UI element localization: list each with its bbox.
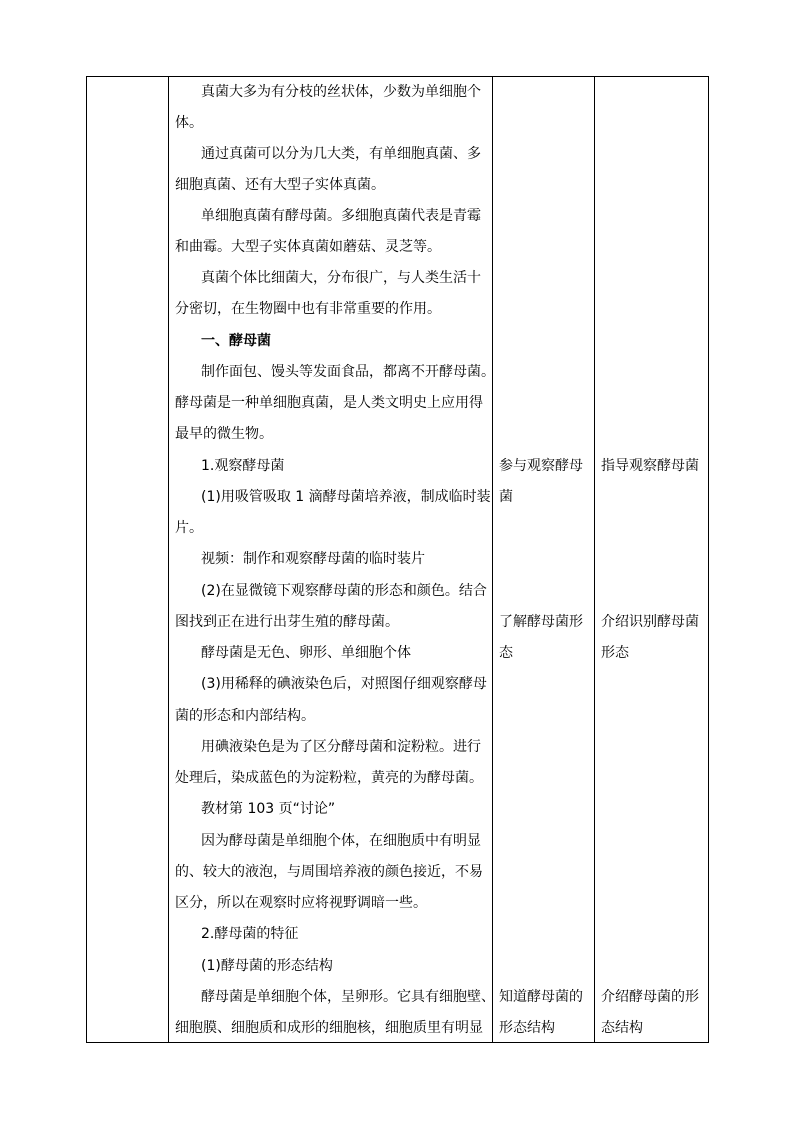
teacher-line: 态结构 xyxy=(601,1020,643,1036)
student-line: 参与观察酵母 xyxy=(499,458,583,474)
content-line: 真菌大多为有分枝的丝状体，少数为单细胞个 xyxy=(201,84,481,100)
content-line: 细胞真菌、还有大型子实体真菌。 xyxy=(175,177,385,193)
content-line: 用碘液染色是为了区分酵母菌和淀粉粒。进行 xyxy=(201,739,481,755)
content-line: 体。 xyxy=(175,115,203,131)
content-line: 图找到正在进行出芽生殖的酵母菌。 xyxy=(175,614,399,630)
content-line: 处理后，染成蓝色的为淀粉粒，黄亮的为酵母菌。 xyxy=(175,770,483,786)
student-line: 态 xyxy=(499,645,513,661)
content-line: 的、较大的液泡，与周围培养液的颜色接近，不易 xyxy=(175,864,483,880)
student-line: 菌 xyxy=(499,489,513,505)
content-line: 最早的微生物。 xyxy=(175,426,273,442)
subsection-heading: 2.酵母菌的特征 xyxy=(201,926,299,942)
table-row xyxy=(87,77,709,1043)
content-line: (3)用稀释的碘液染色后，对照图仔细观察酵母 xyxy=(201,676,487,692)
content-line: 和曲霉。大型子实体真菌如蘑菇、灵芝等。 xyxy=(175,239,441,255)
content-line: 片。 xyxy=(175,520,203,536)
student-activity-cell xyxy=(493,77,595,1043)
content-line: 制作面包、馒头等发面食品，都离不开酵母菌。 xyxy=(201,364,495,380)
content-line: 因为酵母菌是单细胞个体，在细胞质中有明显 xyxy=(201,833,481,849)
teacher-line: 形态 xyxy=(601,645,629,661)
teacher-line: 介绍识别酵母菌 xyxy=(601,614,699,630)
student-line: 知道酵母菌的 xyxy=(499,989,583,1005)
student-line: 形态结构 xyxy=(499,1020,555,1036)
content-line: 菌的形态和内部结构。 xyxy=(175,708,315,724)
student-line: 了解酵母菌形 xyxy=(499,614,583,630)
content-cell xyxy=(169,77,493,1043)
content-line: (1)酵母菌的形态结构 xyxy=(201,958,333,974)
content-line: 酵母菌是单细胞个体，呈卵形。它具有细胞壁、 xyxy=(201,989,495,1005)
content-line: (2)在显微镜下观察酵母菌的形态和颜色。结合 xyxy=(201,583,487,599)
lesson-plan-table xyxy=(86,76,709,1043)
content-line: 细胞膜、细胞质和成形的细胞核，细胞质里有明显 xyxy=(175,1020,483,1036)
content-line: (1)用吸管吸取 1 滴酵母菌培养液，制成临时装 xyxy=(201,489,491,505)
teacher-line: 指导观察酵母菌 xyxy=(601,458,699,474)
content-line: 真菌个体比细菌大，分布很广，与人类生活十 xyxy=(201,270,481,286)
subsection-heading: 1.观察酵母菌 xyxy=(201,458,285,474)
content-line: 通过真菌可以分为几大类，有单细胞真菌、多 xyxy=(201,146,481,162)
content-line: 区分，所以在观察时应将视野调暗一些。 xyxy=(175,895,427,911)
section-heading: 一、酵母菌 xyxy=(201,333,271,349)
content-line: 分密切，在生物圈中也有非常重要的作用。 xyxy=(175,301,441,317)
content-line: 酵母菌是无色、卵形、单细胞个体 xyxy=(201,645,411,661)
content-line: 酵母菌是一种单细胞真菌，是人类文明史上应用得 xyxy=(175,395,483,411)
content-line: 教材第 103 页“讨论” xyxy=(201,801,336,817)
content-line: 视频：制作和观察酵母菌的临时装片 xyxy=(201,551,425,567)
content-line: 单细胞真菌有酵母菌。多细胞真菌代表是青霉 xyxy=(201,208,481,224)
teacher-line: 介绍酵母菌的形 xyxy=(601,989,699,1005)
teacher-activity-cell xyxy=(595,77,709,1043)
stage-cell xyxy=(87,77,169,1043)
